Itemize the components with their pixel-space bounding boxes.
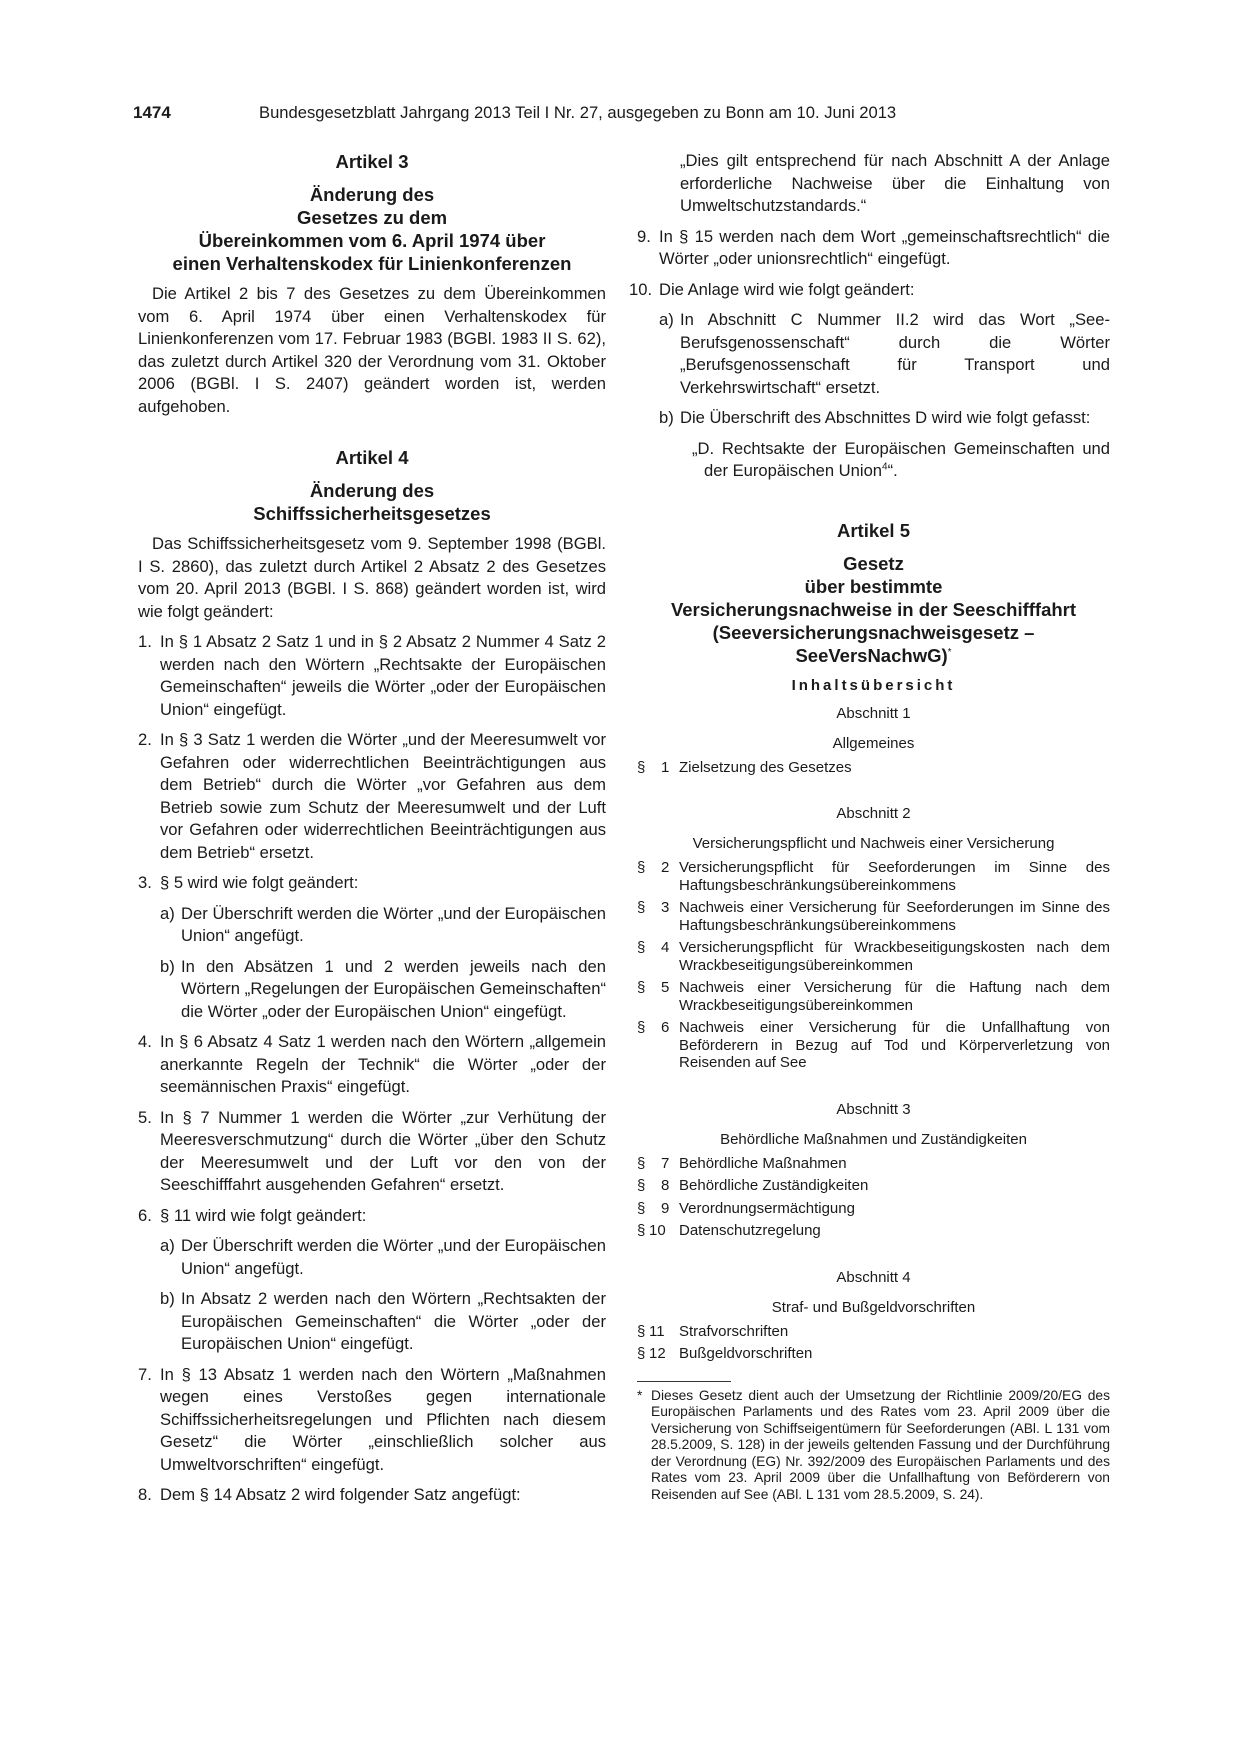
item-text: In § 1 Absatz 2 Satz 1 und in § 2 Absatz 2 Nummer 4 Satz 2 werden nach den Wörtern „Rechtsakte der Europäischen Gemeinschaften“ jeweils die Wörter „oder der Europäischen Union“ eingefügt. — [160, 632, 606, 719]
article-4-intro: Das Schiffssicherheitsgesetz vom 9. September 1998 (BGBl. I S. 2860), das zuletzt durch Artikel 2 Absatz 2 des Gesetzes vom 20. April 2013 (BGBl. I S. 868) geändert worden ist, wird wie folgt geändert: — [138, 534, 606, 621]
toc-section-name: Straf- und Bußgeldvorschriften — [771, 1298, 976, 1316]
sub-item — [160, 1288, 606, 1356]
sub-item-label: a) — [160, 903, 175, 923]
quote-text: „Dies gilt entsprechend für nach Abschnitt A der Anlage erforderliche Nachweise über die Einhaltung von Umweltschutzstandards.“ — [680, 151, 1110, 215]
sub-item-label: a) — [659, 310, 674, 329]
page-number: 1474 — [133, 103, 171, 122]
item-number: 6. — [138, 1205, 152, 1225]
list-item — [138, 1031, 606, 1099]
toc-section-label: Abschnitt 3 — [836, 1100, 911, 1118]
article-5-number: Artikel 5 — [836, 519, 910, 541]
toc-text: Nachweis einer Versicherung für Seeforderungen im Sinne des Haftungsbeschränkungsübereinkommens — [679, 899, 1110, 934]
toc-number: 6 — [661, 1019, 670, 1036]
toc-text: Bußgeldvorschriften — [679, 1345, 813, 1362]
toc-text: Verordnungsermächtigung — [679, 1199, 855, 1217]
toc-section-label: Abschnitt 2 — [836, 805, 911, 822]
toc-entry — [637, 1177, 1110, 1195]
toc-text: Versicherungspflicht für Seeforderungen im Sinne des Haftungsbeschränkungsübereinkommens — [679, 859, 1110, 894]
item-text: In § 3 Satz 1 werden die Wörter „und der Meeresumwelt vor Gefahren oder widerrechtlichen Beeinträchtigungen aus dem Betrieb“ durch die Wörter „vor Gefahren aus dem Betrieb sowie zum Schutz der Meeresumwelt und der Luft vor Gefahren oder widerrechtlichen Beeinträchtigungen aus dem Betrieb“ ersetzt. — [160, 730, 606, 862]
list-item — [138, 1107, 606, 1197]
title-line: Versicherungsnachweise in der Seeschifffahrt — [670, 598, 1077, 620]
title-line: Änderung des — [309, 184, 435, 205]
sub-item — [160, 1235, 606, 1280]
quoted-heading — [680, 438, 1110, 483]
title-line: einen Verhaltenskodex für Linienkonferenzen — [172, 253, 572, 274]
toc-number: 11 — [649, 1322, 665, 1340]
item-number: 7. — [138, 1364, 152, 1384]
section-sign: § — [637, 979, 646, 996]
title-line: Schiffssicherheitsgesetzes — [253, 503, 491, 524]
toc-section-name: Behördliche Maßnahmen und Zuständigkeiten — [720, 1130, 1027, 1148]
toc-number: 8 — [661, 1177, 670, 1194]
footnote-ref: * — [947, 646, 952, 658]
item-text: In § 6 Absatz 4 Satz 1 werden nach den Wörtern „allgemein anerkannte Regeln der Technik“ die Wörter „oder der seemännischen Praxis“ eingefügt. — [160, 1032, 606, 1096]
item-number: 8. — [138, 1485, 152, 1504]
sub-item-text: In den Absätzen 1 und 2 werden jeweils nach den Wörtern „Regelungen der Europäischen Gemeinschaften“ die Wörter „oder der Europäischen Union“ eingefügt. — [181, 956, 606, 1021]
toc-entry — [637, 939, 1110, 974]
article-4-title — [138, 479, 606, 525]
list-item — [138, 729, 606, 864]
article-5-title — [637, 552, 1110, 667]
title-line: Übereinkommen vom 6. April 1974 über — [198, 230, 546, 251]
toc-title: Inhaltsübersicht — [791, 676, 956, 694]
sub-item-label: a) — [160, 1236, 175, 1255]
list-item — [637, 226, 1110, 271]
toc-number: 1 — [661, 758, 670, 776]
list-item — [138, 631, 606, 721]
toc-number: 10 — [649, 1222, 666, 1239]
toc-entry — [637, 979, 1110, 1014]
item-number: 3. — [138, 873, 152, 892]
title-line: Änderung des — [309, 480, 435, 501]
list-item — [138, 1484, 606, 1507]
section-sign: § — [637, 939, 646, 956]
section-sign: § — [637, 1177, 646, 1194]
sub-item-text: In Absatz 2 werden nach den Wörtern „Rechtsakten der Europäischen Gemeinschaften“ die Wörter „oder der Europäischen Union“ eingefügt. — [181, 1289, 606, 1353]
title-line: über bestimmte — [804, 575, 943, 597]
toc-number: 3 — [661, 899, 670, 916]
quoted-sentence — [659, 150, 1110, 218]
item-text: § 5 wird wie folgt geändert: — [160, 873, 359, 892]
title-line: (Seeversicherungsnachweisgesetz – — [712, 621, 1035, 643]
section-sign: § — [637, 859, 646, 876]
sub-item-label: b) — [659, 408, 674, 427]
list-item — [629, 279, 1110, 302]
section-sign: § — [637, 758, 646, 776]
item-number: 4. — [138, 1032, 152, 1051]
article-4-number: Artikel 4 — [335, 447, 409, 468]
toc-text: Nachweis einer Versicherung für die Haftung nach dem Wrackbeseitigungsübereinkommen — [679, 979, 1110, 1014]
section-sign: § — [637, 1322, 646, 1340]
footnote-ref: 4 — [882, 461, 888, 473]
title-line: Gesetzes zu dem — [296, 207, 448, 228]
list-item — [138, 1364, 606, 1477]
title-line — [637, 644, 1110, 667]
toc-entry — [637, 1222, 1110, 1240]
item-text: § 11 wird wie folgt geändert: — [160, 1205, 367, 1225]
toc-text: Behördliche Maßnahmen — [679, 1154, 847, 1172]
sub-item-label: b) — [160, 1289, 175, 1308]
sub-item — [659, 309, 1110, 399]
article-3-text: Die Artikel 2 bis 7 des Gesetzes zu dem Übereinkommen vom 6. April 1974 über einen Verhaltenskodex für Linienkonferenzen vom 17. Februar 1983 (BGBl. 1983 II S. 62), das zuletzt durch Artikel 320 der Verordnung vom 31. Oktober 2006 (BGBl. I S. 2407) geändert worden ist, werden aufgehoben. — [138, 284, 606, 416]
toc-number: 12 — [649, 1345, 666, 1362]
toc-entry — [637, 859, 1110, 894]
sub-item-text: In Abschnitt C Nummer II.2 wird das Wort „See-Berufsgenossenschaft“ durch die Wörter „Berufsgenossenschaft für Transport und Verkehrswirtschaft“ ersetzt. — [680, 310, 1110, 397]
item-text: Dem § 14 Absatz 2 wird folgender Satz angefügt: — [160, 1485, 521, 1504]
toc-text: Nachweis einer Versicherung für die Unfallhaftung von Beförderern in Bezug auf Tod und Körperverletzung von Reisenden auf See — [679, 1019, 1110, 1071]
quote-close: “. — [887, 461, 898, 480]
item-text: Die Anlage wird wie folgt geändert: — [659, 279, 915, 299]
article-3-number: Artikel 3 — [335, 151, 409, 172]
footnote — [637, 1388, 1110, 1504]
section-sign: § — [637, 1345, 646, 1362]
toc-entry — [637, 1200, 1110, 1218]
list-item — [138, 1205, 606, 1228]
list-item — [138, 872, 606, 895]
running-title: Bundesgesetzblatt Jahrgang 2013 Teil I Nr. 27, ausgegeben zu Bonn am 10. Juni 2013 — [259, 103, 897, 122]
toc-entry — [637, 899, 1110, 934]
page-header — [133, 103, 1108, 125]
toc-number: 4 — [661, 939, 670, 956]
quote-text: „D. Rechtsakte der Europäischen Gemeinschaften und der Europäischen Union — [692, 438, 1110, 480]
title-line: Gesetz — [843, 552, 904, 574]
title-line-text: SeeVersNachwG) — [795, 644, 948, 666]
section-sign: § — [637, 1019, 646, 1036]
footnote-text: Dieses Gesetz dient auch der Umsetzung der Richtlinie 2009/20/EG des Europäischen Parlaments und des Rates vom 23. April 2009 über die Versicherung von Schiffseigentümern für Seeforderungen (ABl. L 131 vom 28.5.2009, S. 128) in der jeweils geltenden Fassung und der Durchführung der Verordnung (EG) Nr. 392/2009 des Europäischen Parlaments und des Rates vom 23. April 2009 über die Unfallhaftung von Beförderern von Reisenden auf See (ABl. L 131 vom 28.5.2009, S. 24). — [651, 1387, 1110, 1503]
toc-entry — [637, 1155, 1110, 1173]
item-number: 1. — [138, 632, 152, 651]
sub-item — [160, 956, 606, 1024]
toc-entry — [637, 759, 1110, 777]
toc-section-label: Abschnitt 4 — [836, 1268, 911, 1286]
toc-entry — [637, 1019, 1110, 1072]
toc-text: Datenschutzregelung — [679, 1222, 821, 1239]
toc-text: Versicherungspflicht für Wrackbeseitigungskosten nach dem Wrackbeseitigungsübereinkommen — [679, 939, 1110, 974]
sub-item-text: Der Überschrift werden die Wörter „und der Europäischen Union“ angefügt. — [181, 1236, 606, 1278]
toc-section-label: Abschnitt 1 — [836, 704, 911, 722]
toc-number: 5 — [661, 979, 670, 996]
section-sign: § — [637, 1222, 646, 1239]
toc-text: Behördliche Zuständigkeiten — [679, 1177, 869, 1194]
footnote-mark: * — [637, 1387, 643, 1403]
footnote-divider — [637, 1381, 731, 1382]
item-number: 10. — [629, 279, 653, 299]
sub-item-label: b) — [160, 956, 175, 976]
section-sign: § — [637, 1154, 646, 1172]
toc-text: Strafvorschriften — [679, 1322, 789, 1340]
sub-item — [160, 903, 606, 948]
toc-number: 7 — [661, 1154, 670, 1172]
article-3-title — [138, 183, 606, 275]
toc-section-name: Versicherungspflicht und Nachweis einer Versicherung — [692, 835, 1055, 852]
item-number: 2. — [138, 730, 152, 749]
item-text: In § 13 Absatz 1 werden nach den Wörtern „Maßnahmen wegen eines Verstoßes gegen internationale Schiffssicherheitsregelungen und Pflichten nach diesem Gesetz“ die Wörter „einschließlich solcher aus Umweltvorschriften“ eingefügt. — [160, 1364, 606, 1474]
section-sign: § — [637, 899, 646, 916]
right-column — [629, 150, 1110, 1504]
item-number: 5. — [138, 1107, 152, 1127]
toc-entry — [637, 1345, 1110, 1363]
sub-item — [659, 407, 1110, 430]
sub-item-text: Die Überschrift des Abschnittes D wird wie folgt gefasst: — [680, 408, 1091, 427]
item-text: In § 7 Nummer 1 werden die Wörter „zur Verhütung der Meeresverschmutzung“ durch die Wörter „über den Schutz der Meeresumwelt und der Luft vor den von der Seeschifffahrt ausgehenden Gefahren“ ersetzt. — [160, 1107, 606, 1194]
toc-section-name: Allgemeines — [832, 734, 915, 752]
section-sign: § — [637, 1199, 646, 1217]
left-column — [138, 150, 606, 1507]
sub-item-text: Der Überschrift werden die Wörter „und der Europäischen Union“ angefügt. — [181, 903, 606, 945]
toc-text: Zielsetzung des Gesetzes — [679, 758, 852, 776]
item-text: In § 15 werden nach dem Wort „gemeinschaftsrechtlich“ die Wörter „oder unionsrechtlich“ eingefügt. — [659, 226, 1110, 268]
toc-entry — [637, 1323, 1110, 1341]
item-number: 9. — [637, 226, 651, 246]
toc-number: 2 — [661, 859, 670, 876]
toc-number: 9 — [661, 1199, 670, 1217]
